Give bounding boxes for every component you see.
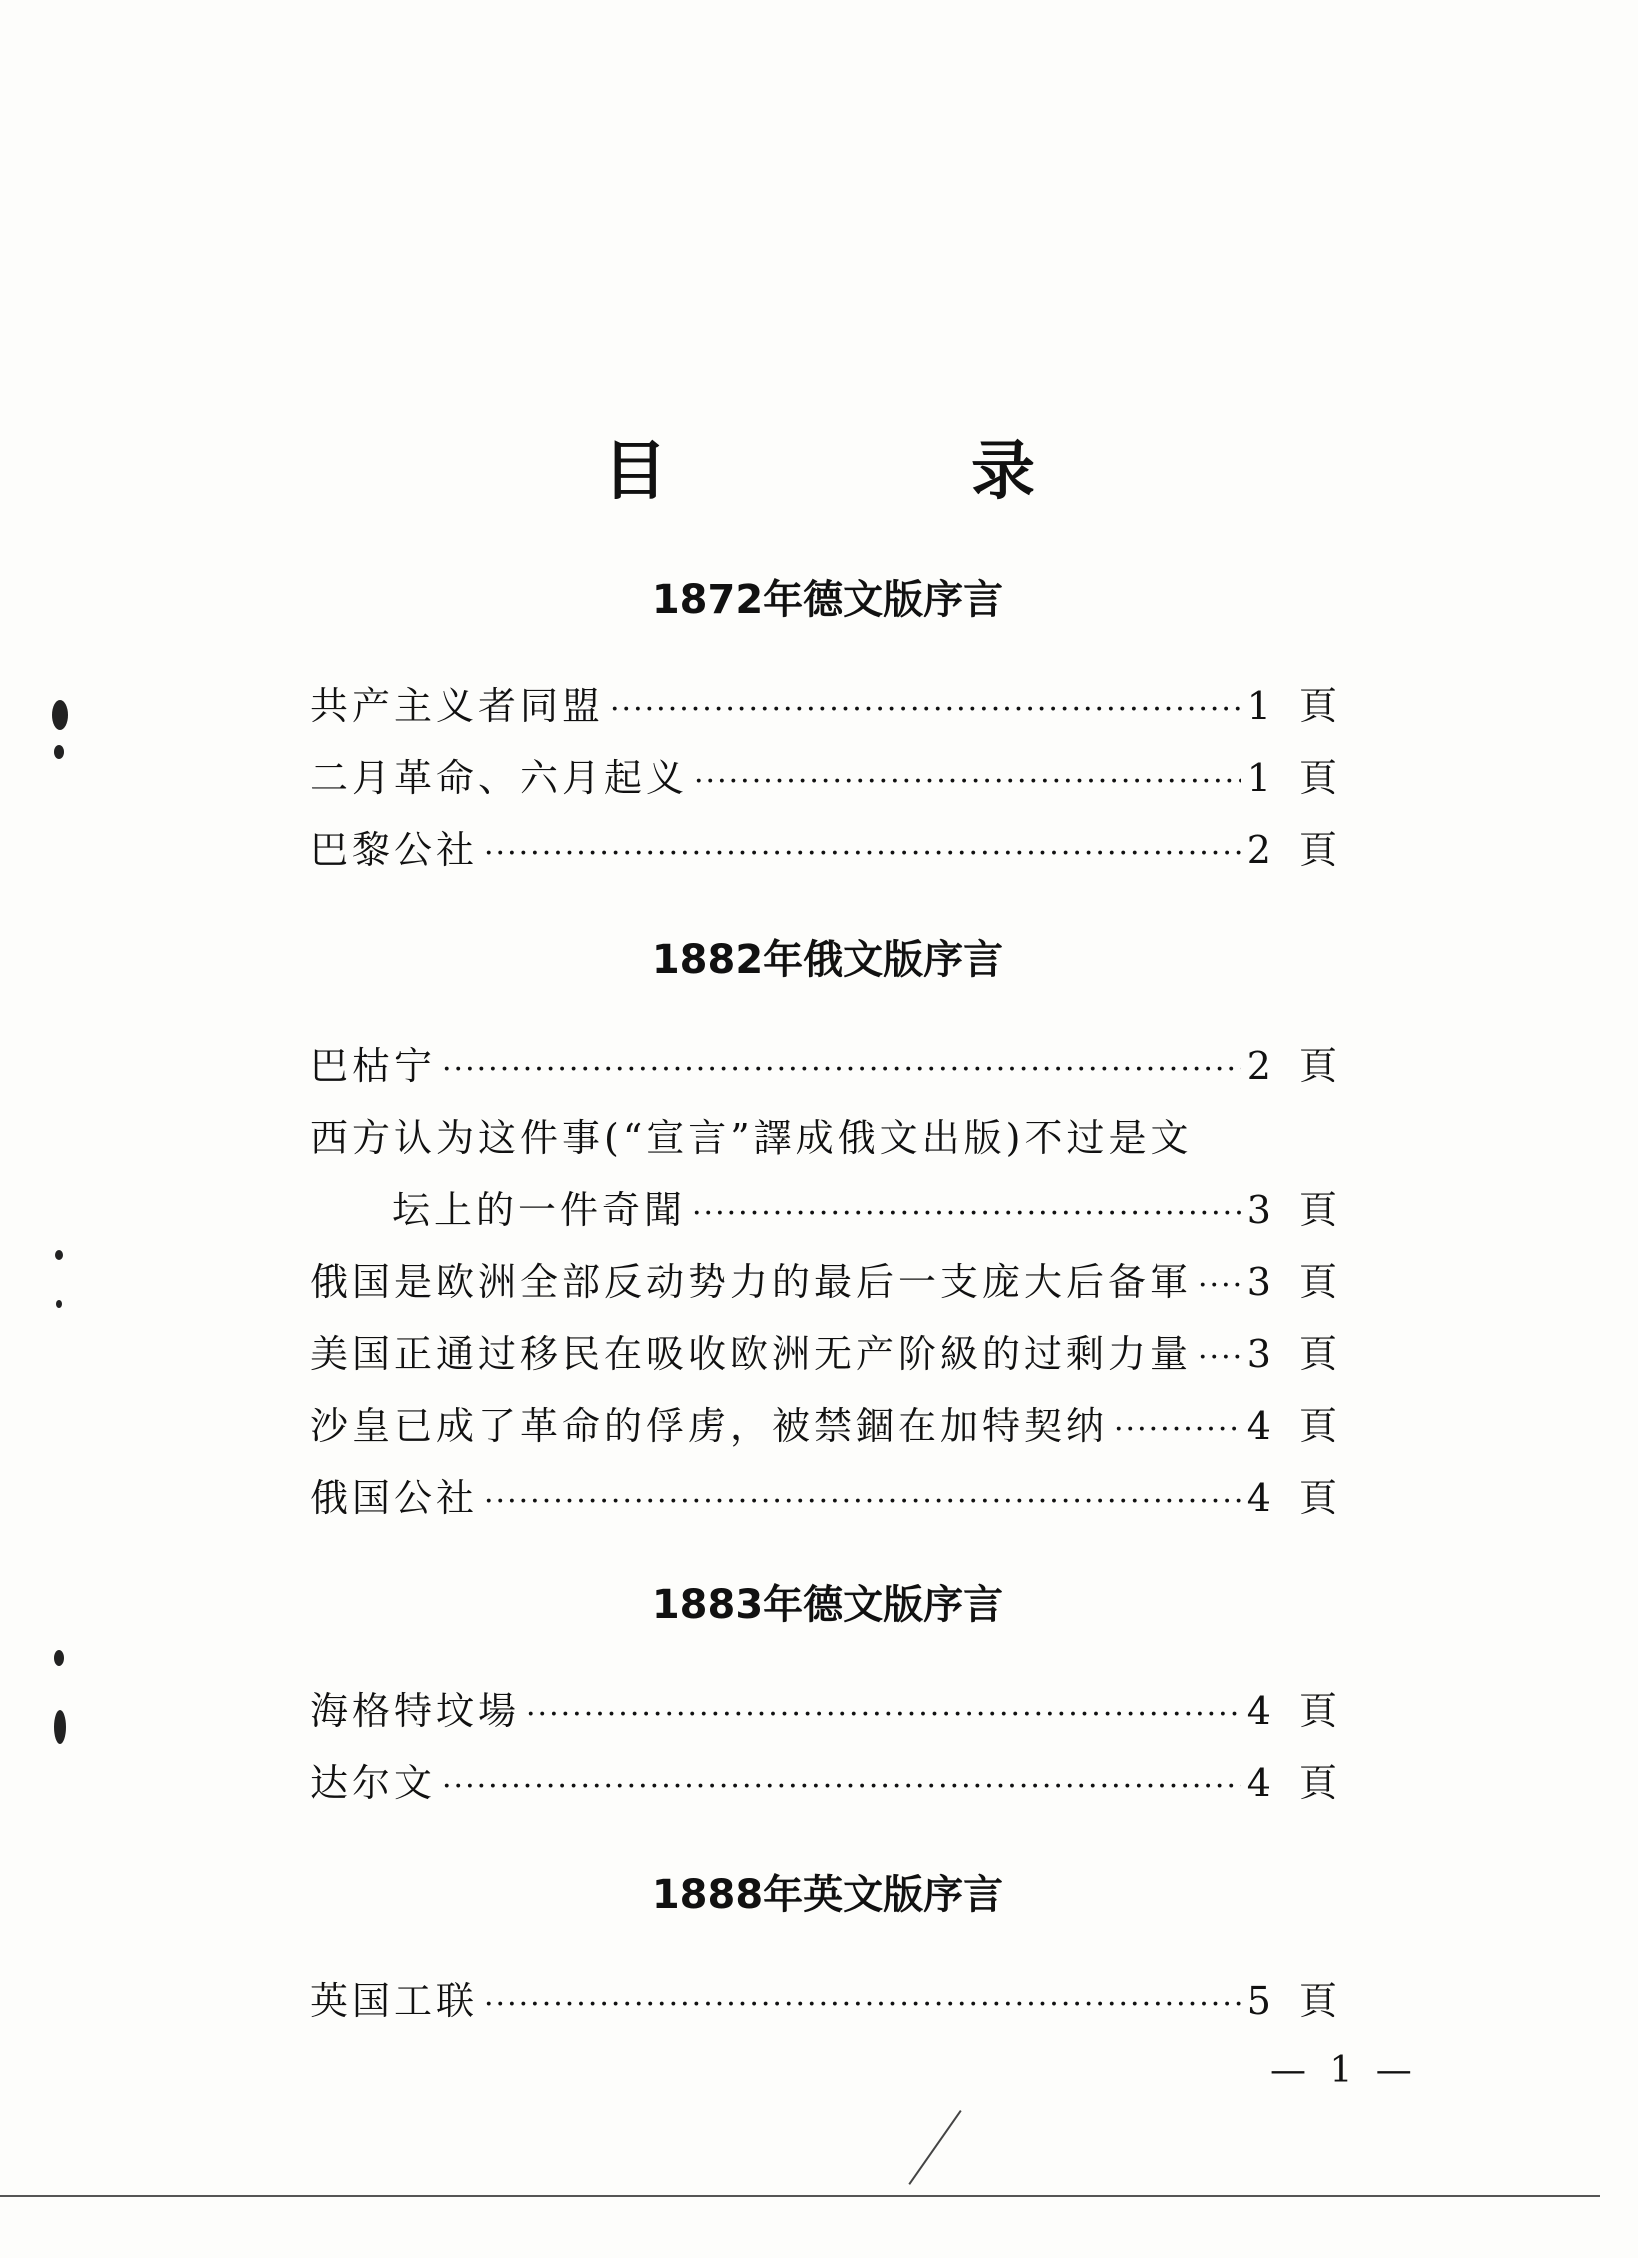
dot-leader bbox=[442, 1751, 1241, 1823]
dot-leader bbox=[484, 1969, 1241, 2041]
dot-leader bbox=[1198, 1250, 1241, 1322]
entry-label: 俄国是欧洲全部反动势力的最后一支庞大后备軍 bbox=[310, 1260, 1193, 1304]
dot-leader bbox=[1114, 1394, 1241, 1466]
entry-page: 1 頁 bbox=[1246, 684, 1345, 728]
toc-entry[interactable] bbox=[310, 1675, 1345, 1747]
entry-page: 5 頁 bbox=[1246, 1979, 1345, 2023]
section-heading: 1888年英文版序言 bbox=[651, 1872, 1004, 1918]
section-heading: 1872年德文版序言 bbox=[651, 577, 1004, 623]
entry-label: 坛上的一件奇聞 bbox=[392, 1188, 687, 1232]
entry-page: 4 頁 bbox=[1246, 1689, 1345, 1733]
toc-entries bbox=[310, 1675, 1345, 1819]
dot-leader bbox=[694, 746, 1241, 818]
toc-entries bbox=[310, 1965, 1345, 2037]
dot-leader bbox=[692, 1178, 1241, 1250]
scan-hole-mark bbox=[54, 745, 64, 759]
toc-entry-wrapped-line[interactable] bbox=[310, 1102, 1345, 1174]
entry-page: 2 頁 bbox=[1246, 1044, 1345, 1088]
entry-label: 巴黎公社 bbox=[310, 828, 479, 872]
dot-leader bbox=[484, 818, 1241, 890]
toc-section bbox=[310, 930, 1345, 1534]
entry-page: 4 頁 bbox=[1246, 1761, 1345, 1805]
toc-section bbox=[310, 570, 1345, 886]
entry-label: 英国工联 bbox=[310, 1979, 479, 2023]
toc-entry[interactable] bbox=[310, 1747, 1345, 1819]
toc-entry[interactable] bbox=[310, 1318, 1345, 1390]
entry-page: 1 頁 bbox=[1246, 756, 1345, 800]
dot-leader bbox=[1198, 1322, 1241, 1394]
toc-entries bbox=[310, 670, 1345, 886]
toc-entry[interactable] bbox=[310, 742, 1345, 814]
entry-label: 共产主义者同盟 bbox=[310, 684, 605, 728]
toc-section bbox=[310, 1865, 1345, 2037]
toc-entries bbox=[310, 1030, 1345, 1534]
dot-leader bbox=[484, 1466, 1241, 1538]
page-number: — 1 — bbox=[1270, 2050, 1418, 2091]
toc-entry[interactable] bbox=[310, 1030, 1345, 1102]
toc-entry[interactable] bbox=[310, 1390, 1345, 1462]
dot-leader bbox=[442, 1034, 1241, 1106]
scan-hole-mark bbox=[56, 1300, 62, 1308]
entry-page: 2 頁 bbox=[1246, 828, 1345, 872]
scan-hole-mark bbox=[52, 700, 68, 730]
entry-label: 巴枯宁 bbox=[310, 1044, 437, 1088]
entry-label: 美国正通过移民在吸收欧洲无产阶級的过剩力量 bbox=[310, 1332, 1193, 1376]
section-heading: 1882年俄文版序言 bbox=[651, 937, 1004, 983]
scan-hole-mark bbox=[54, 1710, 66, 1744]
scan-hole-mark bbox=[55, 1250, 63, 1260]
entry-page: 4 頁 bbox=[1246, 1404, 1345, 1448]
entry-page: 3 頁 bbox=[1246, 1260, 1345, 1304]
entry-page: 4 頁 bbox=[1246, 1476, 1345, 1520]
scan-stroke bbox=[908, 2110, 961, 2185]
scan-hole-mark bbox=[54, 1650, 64, 1666]
page-title: 目 录 bbox=[603, 435, 1155, 509]
toc-entry[interactable] bbox=[310, 670, 1345, 742]
toc-entry[interactable] bbox=[310, 1246, 1345, 1318]
toc-entry[interactable] bbox=[310, 1965, 1345, 2037]
entry-label: 沙皇已成了革命的俘虏，被禁錮在加特契纳 bbox=[310, 1404, 1109, 1448]
toc-entry[interactable] bbox=[310, 1174, 1345, 1246]
dot-leader bbox=[610, 674, 1241, 746]
section-heading: 1883年德文版序言 bbox=[651, 1582, 1004, 1628]
entry-label: 二月革命、六月起义 bbox=[310, 756, 689, 800]
toc-entry[interactable] bbox=[310, 814, 1345, 886]
entry-label: 俄国公社 bbox=[310, 1476, 479, 1520]
entry-page: 3 頁 bbox=[1246, 1188, 1345, 1232]
entry-label: 达尔文 bbox=[310, 1761, 437, 1805]
scan-edge-line bbox=[0, 2195, 1600, 2197]
toc-entry[interactable] bbox=[310, 1462, 1345, 1534]
entry-page: 3 頁 bbox=[1246, 1332, 1345, 1376]
dot-leader bbox=[526, 1679, 1241, 1751]
entry-label: 海格特坟場 bbox=[310, 1689, 521, 1733]
entry-label: 西方认为这件事(“宣言”譯成俄文出版)不过是文 bbox=[310, 1116, 1193, 1160]
toc-section bbox=[310, 1575, 1345, 1819]
